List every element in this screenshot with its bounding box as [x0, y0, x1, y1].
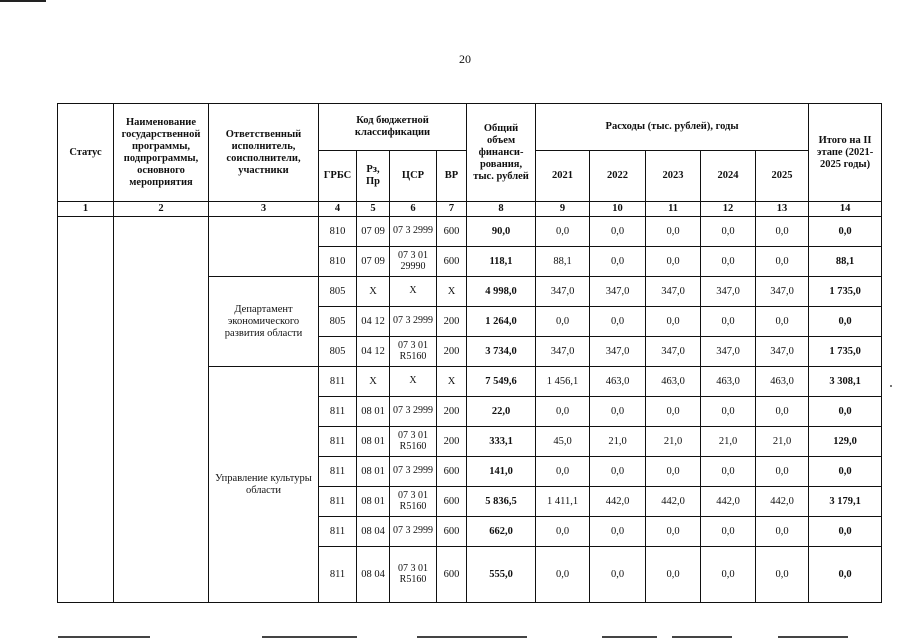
rzpr-cell: Х — [357, 367, 390, 397]
header-year-2021: 2021 — [536, 151, 590, 202]
budget-table — [57, 103, 882, 603]
header-grbs: ГРБС — [319, 151, 357, 202]
csr-cell: 07 3 01 R5160 — [390, 427, 437, 457]
scan-edge-mark — [672, 636, 732, 638]
year-2024-cell: 347,0 — [701, 277, 756, 307]
executor-cell: Управление культуры области — [209, 367, 319, 603]
executor-cell: Департамент экономического развития области — [209, 277, 319, 367]
total-cell: 7 549,6 — [467, 367, 536, 397]
column-number: 4 — [319, 202, 357, 217]
total-cell: 90,0 — [467, 217, 536, 247]
year-2023-cell: 0,0 — [646, 397, 701, 427]
year-2025-cell: 347,0 — [756, 277, 809, 307]
rzpr-cell: 04 12 — [357, 307, 390, 337]
executor-cell — [209, 217, 319, 277]
year-2025-cell: 21,0 — [756, 427, 809, 457]
header-year-2022: 2022 — [590, 151, 646, 202]
year-2023-cell: 442,0 — [646, 487, 701, 517]
column-number: 6 — [390, 202, 437, 217]
csr-cell: 07 3 2999 — [390, 307, 437, 337]
year-2024-cell: 0,0 — [701, 217, 756, 247]
csr-cell: 07 3 2999 — [390, 517, 437, 547]
vr-cell: Х — [437, 277, 467, 307]
stage-total-cell: 0,0 — [809, 397, 882, 427]
vr-cell: 600 — [437, 217, 467, 247]
program-name-cell — [114, 217, 209, 603]
column-number: 7 — [437, 202, 467, 217]
year-2022-cell: 442,0 — [590, 487, 646, 517]
year-2022-cell: 0,0 — [590, 517, 646, 547]
year-2023-cell: 0,0 — [646, 457, 701, 487]
stage-total-cell: 88,1 — [809, 247, 882, 277]
vr-cell: 600 — [437, 457, 467, 487]
grbs-cell: 805 — [319, 337, 357, 367]
total-cell: 555,0 — [467, 547, 536, 603]
column-number: 2 — [114, 202, 209, 217]
year-2024-cell: 0,0 — [701, 457, 756, 487]
rzpr-cell: Х — [357, 277, 390, 307]
scan-edge-mark — [778, 636, 848, 638]
stage-total-cell: 1 735,0 — [809, 277, 882, 307]
year-2023-cell: 0,0 — [646, 517, 701, 547]
year-2022-cell: 463,0 — [590, 367, 646, 397]
rzpr-cell: 08 01 — [357, 457, 390, 487]
header-year-2025: 2025 — [756, 151, 809, 202]
year-2025-cell: 442,0 — [756, 487, 809, 517]
year-2022-cell: 21,0 — [590, 427, 646, 457]
total-cell: 662,0 — [467, 517, 536, 547]
stage-total-cell: 0,0 — [809, 457, 882, 487]
column-number: 14 — [809, 202, 882, 217]
year-2022-cell: 0,0 — [590, 247, 646, 277]
vr-cell: 200 — [437, 427, 467, 457]
header-status: Статус — [58, 104, 114, 202]
stage-total-cell: 1 735,0 — [809, 337, 882, 367]
header-vr: ВР — [437, 151, 467, 202]
stage-total-cell: 0,0 — [809, 547, 882, 603]
grbs-cell: 811 — [319, 457, 357, 487]
year-2024-cell: 0,0 — [701, 517, 756, 547]
year-2023-cell: 0,0 — [646, 307, 701, 337]
total-cell: 1 264,0 — [467, 307, 536, 337]
year-2022-cell: 0,0 — [590, 547, 646, 603]
year-2025-cell: 347,0 — [756, 337, 809, 367]
year-2022-cell: 0,0 — [590, 307, 646, 337]
year-2023-cell: 347,0 — [646, 337, 701, 367]
year-2024-cell: 442,0 — [701, 487, 756, 517]
column-number: 8 — [467, 202, 536, 217]
total-cell: 141,0 — [467, 457, 536, 487]
year-2025-cell: 463,0 — [756, 367, 809, 397]
page-number: 20 — [459, 52, 471, 66]
stage-total-cell: 0,0 — [809, 307, 882, 337]
total-cell: 4 998,0 — [467, 277, 536, 307]
year-2025-cell: 0,0 — [756, 307, 809, 337]
year-2025-cell: 0,0 — [756, 397, 809, 427]
stage-total-cell: 3 179,1 — [809, 487, 882, 517]
column-number: 5 — [357, 202, 390, 217]
vr-cell: 600 — [437, 247, 467, 277]
year-2022-cell: 347,0 — [590, 337, 646, 367]
column-number-row — [58, 202, 882, 217]
header-stage-total: Итого на II этапе (2021-2025 годы) — [809, 104, 882, 202]
header-csr: ЦСР — [390, 151, 437, 202]
year-2025-cell: 0,0 — [756, 217, 809, 247]
year-2021-cell: 1 456,1 — [536, 367, 590, 397]
column-number: 11 — [646, 202, 701, 217]
grbs-cell: 810 — [319, 217, 357, 247]
vr-cell: Х — [437, 367, 467, 397]
year-2021-cell: 0,0 — [536, 547, 590, 603]
vr-cell: 600 — [437, 517, 467, 547]
grbs-cell: 811 — [319, 367, 357, 397]
year-2021-cell: 0,0 — [536, 457, 590, 487]
rzpr-cell: 07 09 — [357, 247, 390, 277]
grbs-cell: 811 — [319, 397, 357, 427]
scan-edge-mark — [58, 636, 150, 638]
grbs-cell: 811 — [319, 487, 357, 517]
status-cell — [58, 217, 114, 603]
total-cell: 3 734,0 — [467, 337, 536, 367]
year-2022-cell: 0,0 — [590, 397, 646, 427]
header-budget-code: Код бюджетной классификации — [319, 104, 467, 151]
grbs-cell: 811 — [319, 547, 357, 603]
stage-total-cell: 0,0 — [809, 517, 882, 547]
column-number: 13 — [756, 202, 809, 217]
rzpr-cell: 08 04 — [357, 517, 390, 547]
grbs-cell: 811 — [319, 517, 357, 547]
year-2021-cell: 0,0 — [536, 517, 590, 547]
vr-cell: 200 — [437, 307, 467, 337]
year-2022-cell: 347,0 — [590, 277, 646, 307]
rzpr-cell: 08 01 — [357, 427, 390, 457]
header-executor: Ответственный исполнитель, соисполнители, участники — [209, 104, 319, 202]
year-2022-cell: 0,0 — [590, 457, 646, 487]
header-rzpr: Рз, Пр — [357, 151, 390, 202]
year-2024-cell: 0,0 — [701, 547, 756, 603]
header-year-2023: 2023 — [646, 151, 701, 202]
rzpr-cell: 07 09 — [357, 217, 390, 247]
stage-total-cell: 3 308,1 — [809, 367, 882, 397]
csr-cell: Х — [390, 367, 437, 397]
grbs-cell: 805 — [319, 307, 357, 337]
year-2022-cell: 0,0 — [590, 217, 646, 247]
csr-cell: 07 3 2999 — [390, 397, 437, 427]
column-number: 12 — [701, 202, 756, 217]
year-2024-cell: 21,0 — [701, 427, 756, 457]
vr-cell: 600 — [437, 547, 467, 603]
total-cell: 333,1 — [467, 427, 536, 457]
year-2024-cell: 0,0 — [701, 307, 756, 337]
year-2024-cell: 347,0 — [701, 337, 756, 367]
csr-cell: Х — [390, 277, 437, 307]
year-2021-cell: 0,0 — [536, 307, 590, 337]
scan-artifact — [890, 385, 892, 387]
year-2023-cell: 0,0 — [646, 217, 701, 247]
csr-cell: 07 3 01 R5160 — [390, 487, 437, 517]
year-2021-cell: 1 411,1 — [536, 487, 590, 517]
year-2024-cell: 0,0 — [701, 397, 756, 427]
csr-cell: 07 3 01 R5160 — [390, 337, 437, 367]
header-expenses: Расходы (тыс. рублей), годы — [536, 104, 809, 151]
csr-cell: 07 3 2999 — [390, 217, 437, 247]
scan-edge-mark — [602, 636, 657, 638]
year-2023-cell: 463,0 — [646, 367, 701, 397]
column-number: 10 — [590, 202, 646, 217]
total-cell: 22,0 — [467, 397, 536, 427]
year-2021-cell: 88,1 — [536, 247, 590, 277]
year-2025-cell: 0,0 — [756, 457, 809, 487]
csr-cell: 07 3 01 R5160 — [390, 547, 437, 603]
rzpr-cell: 08 04 — [357, 547, 390, 603]
year-2023-cell: 347,0 — [646, 277, 701, 307]
header-year-2024: 2024 — [701, 151, 756, 202]
total-cell: 118,1 — [467, 247, 536, 277]
csr-cell: 07 3 01 29990 — [390, 247, 437, 277]
grbs-cell: 805 — [319, 277, 357, 307]
year-2021-cell: 347,0 — [536, 337, 590, 367]
year-2024-cell: 463,0 — [701, 367, 756, 397]
rzpr-cell: 08 01 — [357, 487, 390, 517]
column-number: 3 — [209, 202, 319, 217]
table-row — [58, 217, 882, 247]
year-2025-cell: 0,0 — [756, 247, 809, 277]
scan-edge-mark — [417, 636, 527, 638]
year-2021-cell: 45,0 — [536, 427, 590, 457]
column-number: 9 — [536, 202, 590, 217]
stage-total-cell: 129,0 — [809, 427, 882, 457]
year-2023-cell: 0,0 — [646, 247, 701, 277]
vr-cell: 200 — [437, 397, 467, 427]
header-total-volume: Общий объем финанси-рования, тыс. рублей — [467, 104, 536, 202]
year-2023-cell: 21,0 — [646, 427, 701, 457]
year-2021-cell: 347,0 — [536, 277, 590, 307]
csr-cell: 07 3 2999 — [390, 457, 437, 487]
scan-edge-mark — [262, 636, 357, 638]
year-2021-cell: 0,0 — [536, 397, 590, 427]
year-2023-cell: 0,0 — [646, 547, 701, 603]
year-2025-cell: 0,0 — [756, 547, 809, 603]
grbs-cell: 811 — [319, 427, 357, 457]
year-2025-cell: 0,0 — [756, 517, 809, 547]
header-program-name: Наименование государственной программы, подпрограммы, основного мероприятия — [114, 104, 209, 202]
year-2024-cell: 0,0 — [701, 247, 756, 277]
vr-cell: 600 — [437, 487, 467, 517]
total-cell: 5 836,5 — [467, 487, 536, 517]
vr-cell: 200 — [437, 337, 467, 367]
scan-edge-mark — [0, 0, 46, 2]
year-2021-cell: 0,0 — [536, 217, 590, 247]
grbs-cell: 810 — [319, 247, 357, 277]
column-number: 1 — [58, 202, 114, 217]
rzpr-cell: 04 12 — [357, 337, 390, 367]
rzpr-cell: 08 01 — [357, 397, 390, 427]
stage-total-cell: 0,0 — [809, 217, 882, 247]
